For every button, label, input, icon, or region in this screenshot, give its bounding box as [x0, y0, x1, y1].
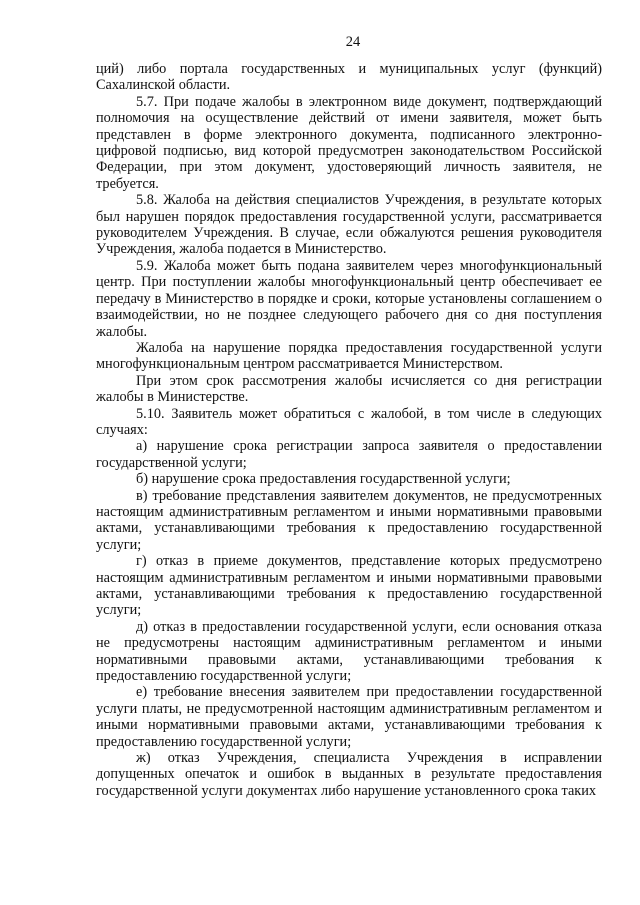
paragraph-continuation: ций) либо портала государственных и муниципальных услуг (функций) Сахалинской области.: [96, 61, 602, 94]
paragraph-5-9: 5.9. Жалоба может быть подана заявителем через многофункциональный центр. При поступлении жалобы многофункциональный центр обеспечивает ее передачу в Министерство в порядке и сроки, которые установлены соглашением о взаимодействии, но не позднее следующего рабочего дня со дня поступления жалобы.: [96, 257, 602, 340]
list-item-e: е) требование внесения заявителем при предоставлении государственной услуги платы, не предусмотренной настоящим административным регламентом и иными нормативными правовыми актами, устанавливающими требования к предоставлению государственной услуги;: [96, 684, 602, 750]
paragraph-5-7: 5.7. При подаче жалобы в электронном виде документ, подтверждающий полномочия на осуществление действий от имени заявителя, может быть представлен в форме электронного документа, подписанного электронно-цифровой подписью, вид которой предусмотрен законодательством Российской Федерации, при этом документ, удостоверяющий личность заявителя, не требуется.: [96, 93, 602, 192]
paragraph-5-8: 5.8. Жалоба на действия специалистов Учреждения, в результате которых был нарушен порядок предоставления государственной услуги, рассматривается руководителем Учреждения. В случае, если обжалуются решения руководителя Учреждения, жалоба подается в Министерство.: [96, 192, 602, 258]
list-item-a: а) нарушение срока регистрации запроса заявителя о предоставлении государственной услуги;: [96, 438, 602, 471]
paragraph-mfc-complaint: Жалоба на нарушение порядка предоставления государственной услуги многофункциональным центром рассматривается Министерством.: [96, 339, 602, 373]
list-item-g: г) отказ в приеме документов, представление которых предусмотрено настоящим административным регламентом и иными нормативными правовыми актами, устанавливающими требования к предоставлению государственной услуги;: [96, 553, 602, 619]
paragraph-review-term: При этом срок рассмотрения жалобы исчисляется со дня регистрации жалобы в Министерстве.: [96, 372, 602, 406]
list-item-b: б) нарушение срока предоставления государственной услуги;: [136, 471, 511, 488]
list-item-d: д) отказ в предоставлении государственной услуги, если основания отказа не предусмотрены настоящим административным регламентом и иными нормативными правовыми актами, устанавливающими требования к предоставлению государственной услуги;: [96, 618, 602, 685]
paragraph-5-10: 5.10. Заявитель может обратиться с жалобой, в том числе в следующих случаях:: [96, 405, 602, 438]
page-number: 24: [345, 34, 361, 50]
list-item-v: в) требование представления заявителем документов, не предусмотренных настоящим административным регламентом и иными нормативными правовыми актами, устанавливающими требования к предоставлению государственной услуги;: [96, 487, 602, 553]
list-item-zh: ж) отказ Учреждения, специалиста Учреждения в исправлении допущенных опечаток и ошибок в выданных в результате предоставления государственной услуги документах либо нарушение установленного срока таких: [96, 750, 602, 799]
